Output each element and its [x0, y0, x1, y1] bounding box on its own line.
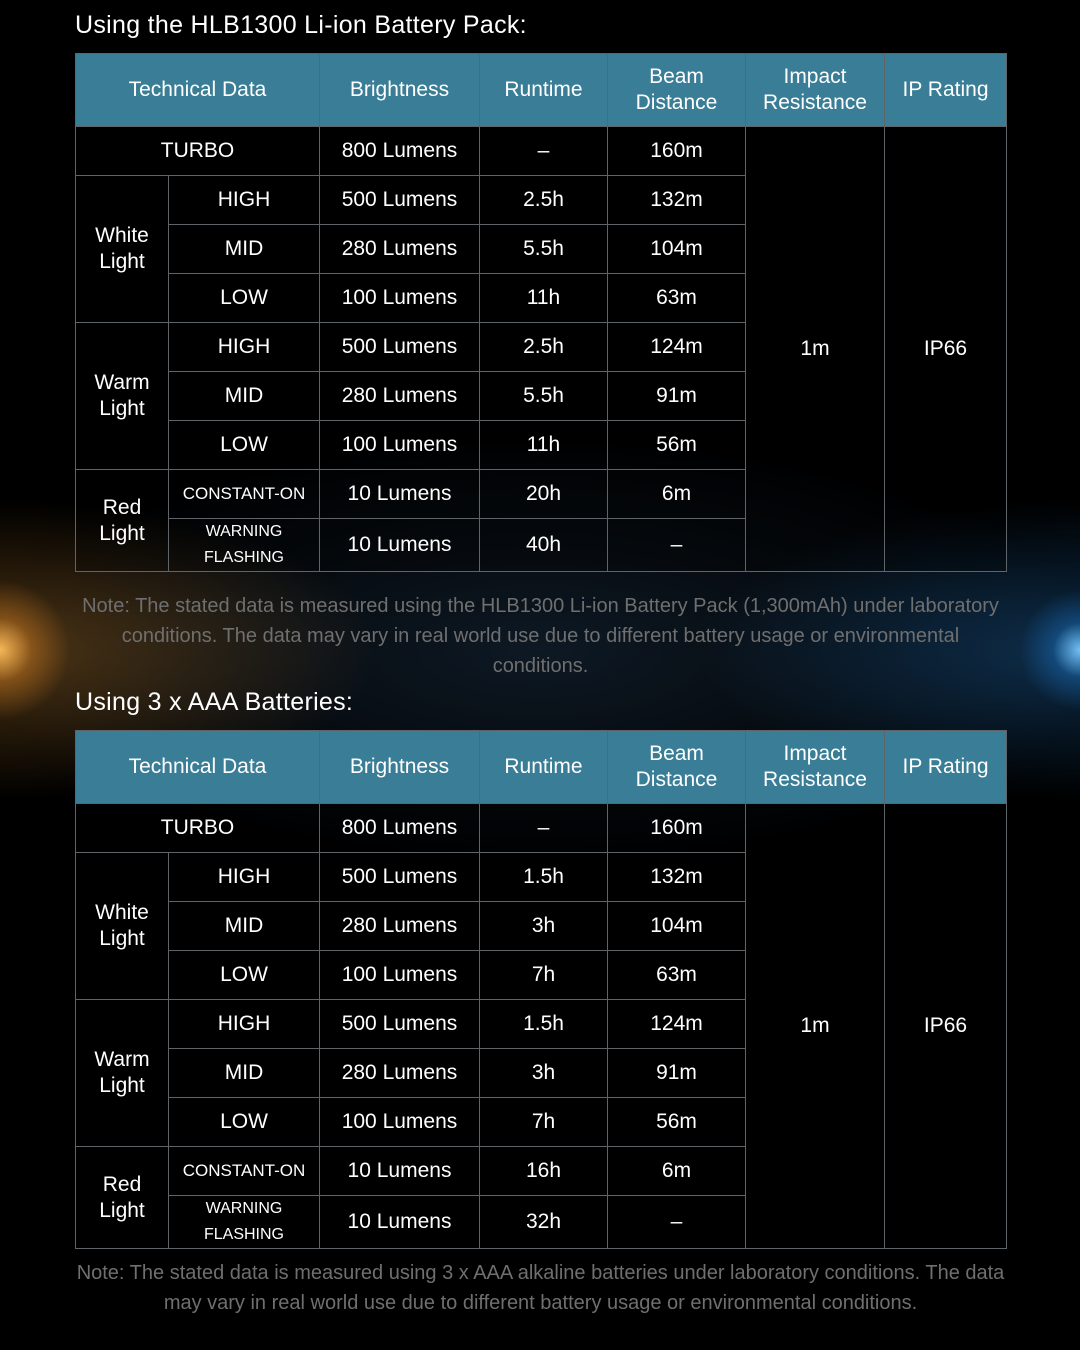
header-runtime: Runtime	[480, 54, 608, 127]
runtime-cell: 16h	[480, 1147, 608, 1196]
header-impact-resistance: Impact Resistance	[746, 54, 885, 127]
runtime-cell: 5.5h	[480, 372, 608, 421]
mode-label: WARNING FLASHING	[169, 1196, 320, 1249]
distance-cell: 91m	[608, 1049, 746, 1098]
distance-cell: 6m	[608, 470, 746, 519]
table-row	[76, 804, 1007, 853]
footnote: Note: The stated data is measured using 3 x AAA alkaline batteries under laboratory conditions. The data may vary in real world use due to different battery usage or environmental conditions.	[76, 1262, 1005, 1314]
brightness-cell: 10 Lumens	[320, 519, 480, 572]
runtime-cell: 3h	[480, 1049, 608, 1098]
brightness-cell: 500 Lumens	[320, 1000, 480, 1049]
distance-cell: 6m	[608, 1147, 746, 1196]
runtime-cell: 3h	[480, 902, 608, 951]
runtime-cell: 1.5h	[480, 1000, 608, 1049]
mode-label: LOW	[169, 274, 320, 323]
distance-cell: 132m	[608, 853, 746, 902]
section-li-ion	[75, 6, 1006, 681]
runtime-cell: 7h	[480, 951, 608, 1000]
header-ip-rating: IP Rating	[885, 731, 1007, 804]
header-impact-resistance: Impact Resistance	[746, 731, 885, 804]
mode-label: MID	[169, 225, 320, 274]
runtime-cell: 32h	[480, 1196, 608, 1249]
distance-cell: 63m	[608, 274, 746, 323]
distance-cell: 160m	[608, 127, 746, 176]
header-ip-rating: IP Rating	[885, 54, 1007, 127]
brightness-cell: 800 Lumens	[320, 804, 480, 853]
spec-table	[75, 53, 1007, 572]
group-label: Red Light	[76, 1147, 169, 1249]
brightness-cell: 10 Lumens	[320, 1147, 480, 1196]
header-brightness: Brightness	[320, 731, 480, 804]
header-beam-distance: Beam Distance	[608, 54, 746, 127]
group-label: White Light	[76, 853, 169, 1000]
runtime-cell: 2.5h	[480, 176, 608, 225]
distance-cell: 160m	[608, 804, 746, 853]
mode-label: MID	[169, 372, 320, 421]
runtime-cell: 7h	[480, 1098, 608, 1147]
runtime-cell: 20h	[480, 470, 608, 519]
distance-cell: 124m	[608, 1000, 746, 1049]
distance-cell: –	[608, 1196, 746, 1249]
brightness-cell: 800 Lumens	[320, 127, 480, 176]
mode-label: MID	[169, 1049, 320, 1098]
distance-cell: 63m	[608, 951, 746, 1000]
brightness-cell: 280 Lumens	[320, 1049, 480, 1098]
mode-label: WARNING FLASHING	[169, 519, 320, 572]
footnote: Note: The stated data is measured using the HLB1300 Li-ion Battery Pack (1,300mAh) under laboratory conditions. The data may vary in real world use due to different battery usage or environmental conditions.	[82, 595, 999, 677]
mode-label: HIGH	[169, 323, 320, 372]
brightness-cell: 10 Lumens	[320, 1196, 480, 1249]
brightness-cell: 10 Lumens	[320, 470, 480, 519]
runtime-cell: –	[480, 127, 608, 176]
group-label: Red Light	[76, 470, 169, 572]
brightness-cell: 500 Lumens	[320, 853, 480, 902]
header-runtime: Runtime	[480, 731, 608, 804]
ip-rating-value: IP66	[885, 804, 1007, 1249]
mode-label: MID	[169, 902, 320, 951]
mode-label: LOW	[169, 951, 320, 1000]
mode-label: TURBO	[76, 127, 320, 176]
header-beam-distance: Beam Distance	[608, 731, 746, 804]
distance-cell: 91m	[608, 372, 746, 421]
distance-cell: 56m	[608, 421, 746, 470]
group-label: Warm Light	[76, 323, 169, 470]
ip-rating-value: IP66	[885, 127, 1007, 572]
brightness-cell: 500 Lumens	[320, 176, 480, 225]
brightness-cell: 100 Lumens	[320, 274, 480, 323]
impact-resistance-value: 1m	[746, 127, 885, 572]
impact-resistance-value: 1m	[746, 804, 885, 1249]
brightness-cell: 100 Lumens	[320, 1098, 480, 1147]
distance-cell: 132m	[608, 176, 746, 225]
brightness-cell: 280 Lumens	[320, 225, 480, 274]
mode-label: HIGH	[169, 853, 320, 902]
brightness-cell: 500 Lumens	[320, 323, 480, 372]
section-title: Using 3 x AAA Batteries:	[75, 688, 354, 716]
runtime-cell: –	[480, 804, 608, 853]
runtime-cell: 5.5h	[480, 225, 608, 274]
brightness-cell: 100 Lumens	[320, 951, 480, 1000]
distance-cell: –	[608, 519, 746, 572]
runtime-cell: 2.5h	[480, 323, 608, 372]
section-title: Using the HLB1300 Li-ion Battery Pack:	[75, 11, 527, 39]
runtime-cell: 1.5h	[480, 853, 608, 902]
header-row	[76, 54, 1007, 127]
header-brightness: Brightness	[320, 54, 480, 127]
runtime-cell: 11h	[480, 274, 608, 323]
mode-label: LOW	[169, 1098, 320, 1147]
section-aaa	[75, 683, 1006, 1318]
header-technical-data: Technical Data	[76, 731, 320, 804]
distance-cell: 56m	[608, 1098, 746, 1147]
spec-table	[75, 730, 1007, 1249]
mode-label: TURBO	[76, 804, 320, 853]
distance-cell: 124m	[608, 323, 746, 372]
mode-label: HIGH	[169, 1000, 320, 1049]
brightness-cell: 280 Lumens	[320, 372, 480, 421]
distance-cell: 104m	[608, 902, 746, 951]
mode-label: CONSTANT-ON	[169, 470, 320, 519]
runtime-cell: 40h	[480, 519, 608, 572]
brightness-cell: 280 Lumens	[320, 902, 480, 951]
table-row	[76, 127, 1007, 176]
group-label: White Light	[76, 176, 169, 323]
brightness-cell: 100 Lumens	[320, 421, 480, 470]
header-technical-data: Technical Data	[76, 54, 320, 127]
distance-cell: 104m	[608, 225, 746, 274]
mode-label: HIGH	[169, 176, 320, 225]
header-row	[76, 731, 1007, 804]
runtime-cell: 11h	[480, 421, 608, 470]
mode-label: LOW	[169, 421, 320, 470]
group-label: Warm Light	[76, 1000, 169, 1147]
mode-label: CONSTANT-ON	[169, 1147, 320, 1196]
